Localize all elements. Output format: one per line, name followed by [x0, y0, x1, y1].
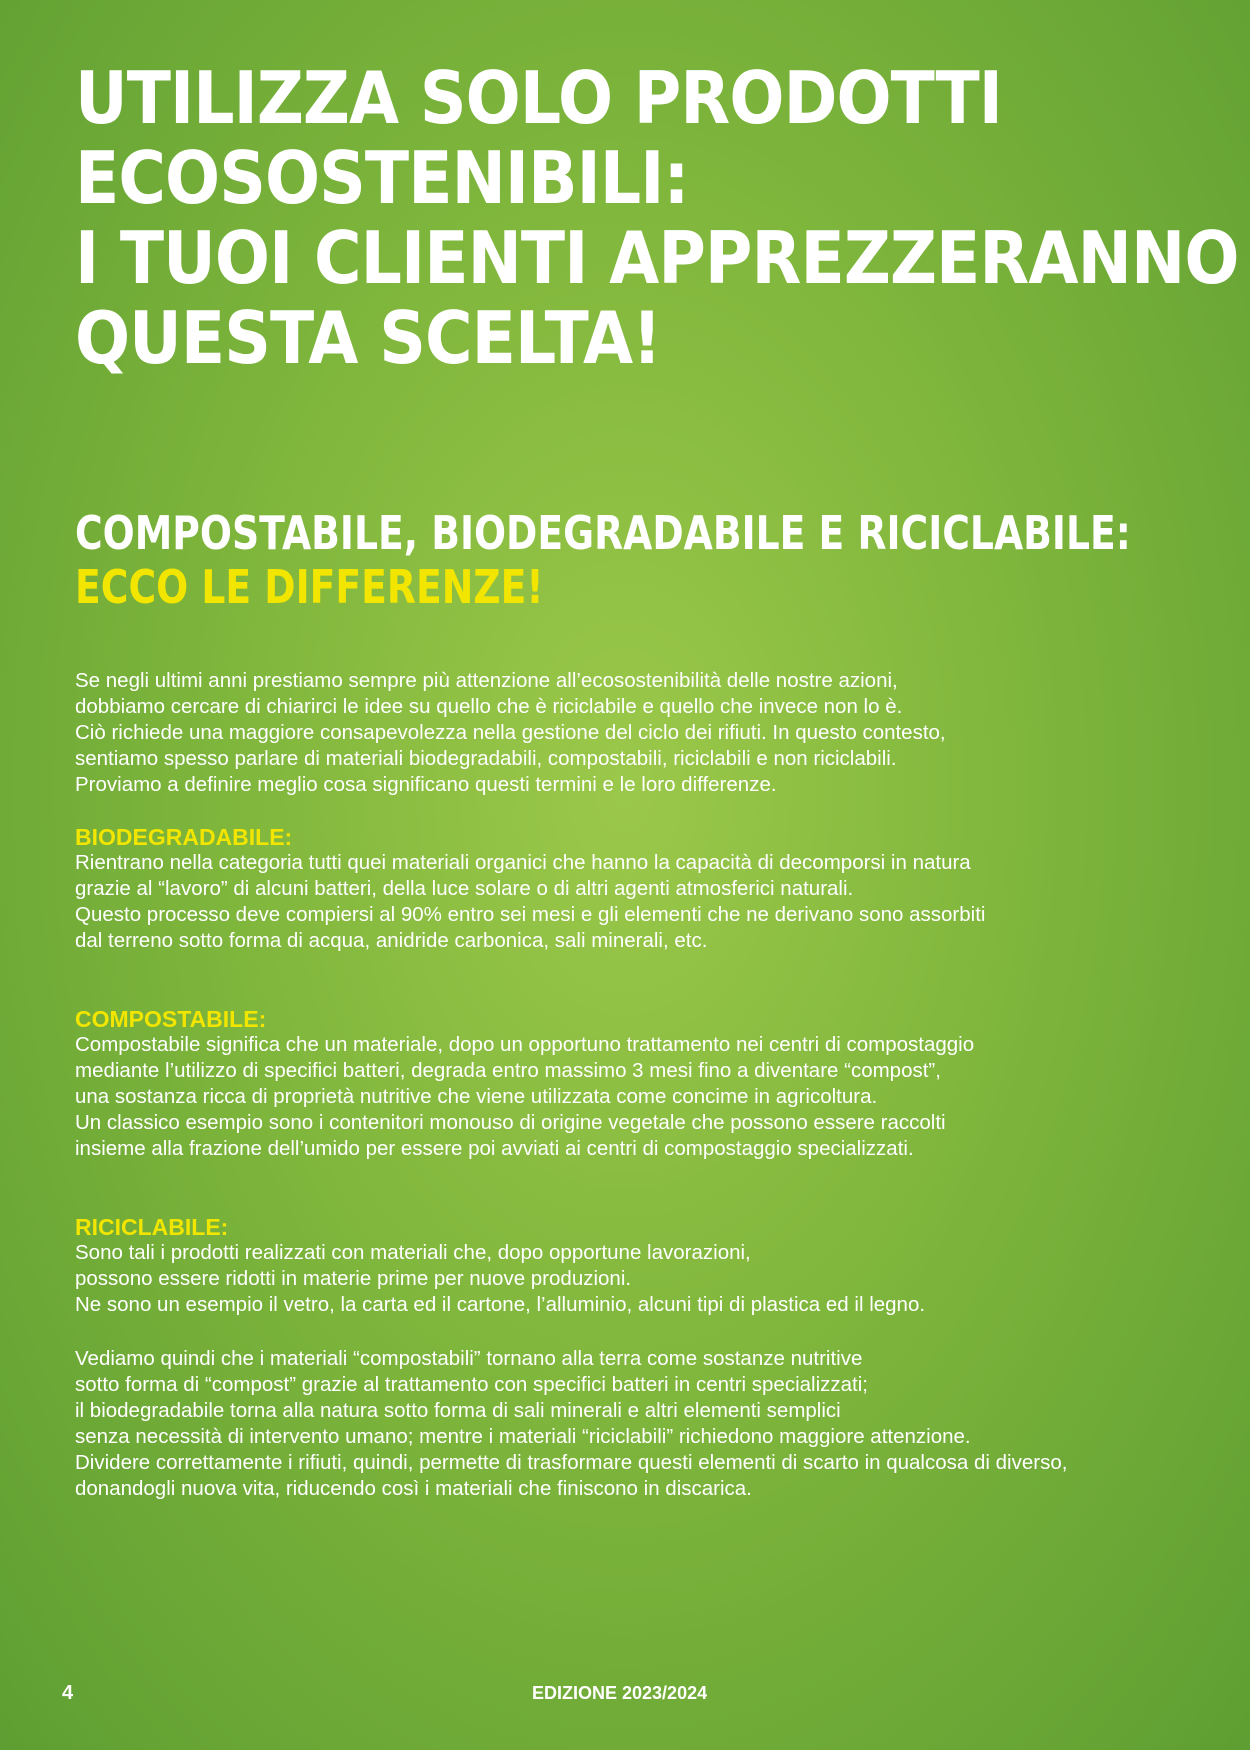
subtitle-line-2: ECCO LE DIFFERENZE!: [75, 560, 544, 614]
text-line: Ciò richiede una maggiore consapevolezza nella gestione del ciclo dei rifiuti. In questo contesto,: [75, 721, 946, 744]
text-line: Compostabile significa che un materiale, dopo un opportuno trattamento nei centri di compostaggio: [75, 1033, 975, 1056]
text-line: possono essere ridotti in materie prime per nuove produzioni.: [75, 1267, 632, 1290]
section-body: [75, 1240, 1185, 1318]
main-title-line: ECOSOSTENIBILI:: [75, 136, 689, 220]
section-body: [75, 1032, 1185, 1162]
section-title: BIODEGRADABILE:: [75, 824, 293, 850]
section-title: COMPOSTABILE:: [75, 1006, 267, 1032]
text-line: Sono tali i prodotti realizzati con materiali che, dopo opportune lavorazioni,: [75, 1241, 751, 1264]
main-title: [75, 56, 1239, 380]
page-number: 4: [62, 1682, 74, 1704]
section-riciclabile: [75, 1214, 1185, 1318]
text-line: dobbiamo cercare di chiarirci le idee su quello che è riciclabile e quello che invece non lo è.: [75, 695, 903, 718]
text-line: Dividere correttamente i rifiuti, quindi, permette di trasformare questi elementi di scarto in qualcosa di diverso,: [75, 1451, 1068, 1474]
text-line: insieme alla frazione dell’umido per essere poi avviati ai centri di compostaggio specializzati.: [75, 1137, 914, 1160]
section-biodegradabile: [75, 824, 1185, 954]
section-compostabile: [75, 1006, 1185, 1162]
edition-label: EDIZIONE 2023/2024: [532, 1683, 708, 1703]
text-line: grazie al “lavoro” di alcuni batteri, della luce solare o di altri agenti atmosferici naturali.: [75, 877, 854, 900]
main-title-line: QUESTA SCELTA!: [75, 296, 661, 380]
text-line: Ne sono un esempio il vetro, la carta ed il cartone, l’alluminio, alcuni tipi di plastica ed il legno.: [75, 1293, 926, 1316]
text-line: Proviamo a definire meglio cosa significano questi termini e le loro differenze.: [75, 773, 777, 796]
section-body: [75, 850, 1185, 954]
text-line: sotto forma di “compost” grazie al trattamento con specifici batteri in centri specializzati;: [75, 1373, 868, 1396]
text-line: senza necessità di intervento umano; mentre i materiali “riciclabili” richiedono maggiore attenzione.: [75, 1425, 971, 1448]
text-line: Rientrano nella categoria tutti quei materiali organici che hanno la capacità di decomporsi in natura: [75, 851, 971, 874]
text-line: donandogli nuova vita, riducendo così i materiali che finiscono in discarica.: [75, 1477, 752, 1500]
text-line: una sostanza ricca di proprietà nutritive che viene utilizzata come concime in agricoltura.: [75, 1085, 878, 1108]
section-title: RICICLABILE:: [75, 1214, 229, 1240]
text-line: Un classico esempio sono i contenitori monouso di origine vegetale che possono essere raccolti: [75, 1111, 946, 1134]
text-line: Se negli ultimi anni prestiamo sempre più attenzione all’ecosostenibilità delle nostre azioni,: [75, 669, 898, 692]
intro-paragraph: [75, 668, 1185, 798]
subtitle-line-1: COMPOSTABILE, BIODEGRADABILE E RICICLABILE:: [75, 506, 1131, 560]
text-line: dal terreno sotto forma di acqua, anidride carbonica, sali minerali, etc.: [75, 929, 708, 952]
text-line: sentiamo spesso parlare di materiali biodegradabili, compostabili, riciclabili e non riciclabili.: [75, 747, 897, 770]
text-line: Vediamo quindi che i materiali “compostabili” tornano alla terra come sostanze nutritive: [75, 1347, 863, 1370]
text-line: mediante l’utilizzo di specifici batteri, degrada entro massimo 3 mesi fino a diventare “compost”,: [75, 1059, 941, 1082]
page-content: [75, 56, 1239, 1502]
text-line: Questo processo deve compiersi al 90% entro sei mesi e gli elementi che ne derivano sono assorbiti: [75, 903, 986, 926]
main-title-line: I TUOI CLIENTI APPREZZERANNO: [75, 216, 1239, 300]
text-line: il biodegradabile torna alla natura sotto forma di sali minerali e altri elementi semplici: [75, 1399, 841, 1422]
subtitle: [75, 506, 1131, 614]
main-title-line: UTILIZZA SOLO PRODOTTI: [75, 56, 1002, 140]
closing-paragraph: [75, 1346, 1185, 1502]
